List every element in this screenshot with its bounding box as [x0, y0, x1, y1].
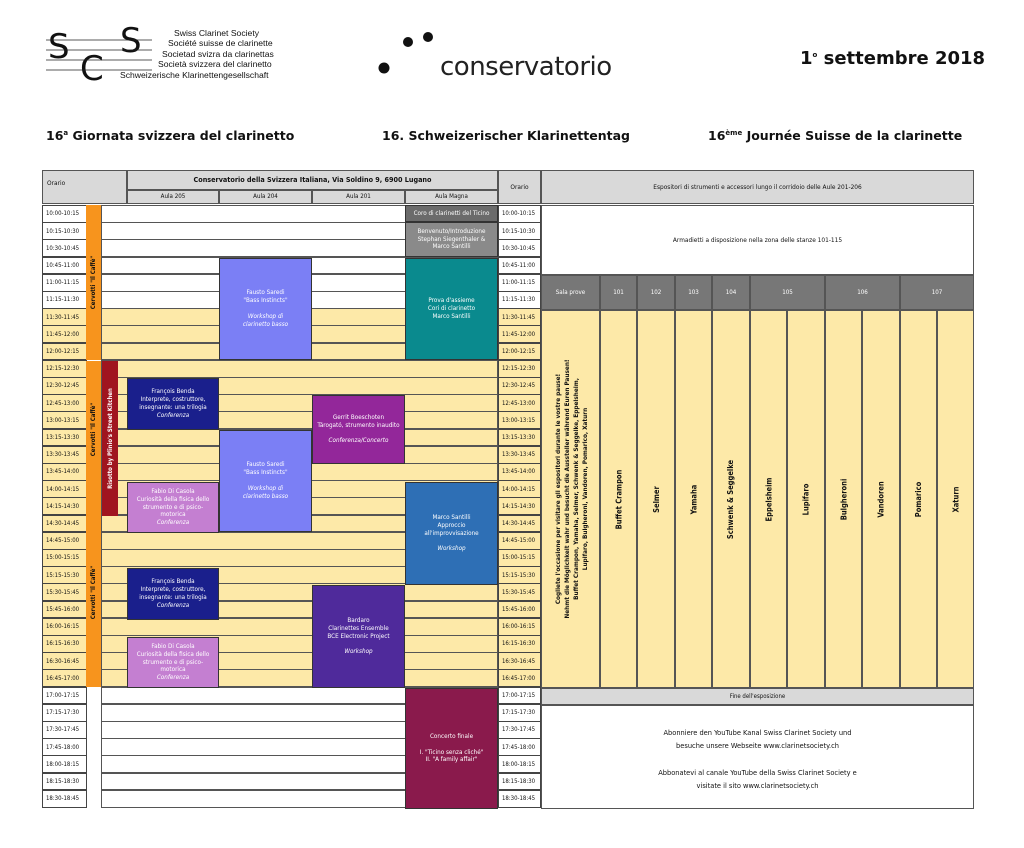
time-slot-left: 17:15-17:30	[42, 704, 87, 722]
room-header-201: Aula 201	[312, 190, 405, 204]
event-saredi-1: Fausto Saredi "Bass Instincts" Workshop di clarinetto basso	[219, 258, 312, 360]
exhibitor-room-105: 105	[750, 275, 825, 310]
time-slot-left: 11:15-11:30	[42, 291, 87, 309]
kitchen-strip: Risotto by Plinio's Street Kitchen	[102, 361, 118, 516]
exhibitor-name: Selmer	[651, 485, 661, 513]
exhibitor-column	[637, 310, 675, 688]
time-slot-right: 18:15-18:30	[498, 773, 541, 791]
time-slot-right: 10:30-10:45	[498, 239, 541, 257]
exhibitor-column	[750, 310, 787, 688]
time-slot-left: 13:00-13:15	[42, 411, 87, 429]
exhibitor-room-sala-prove: Sala prove	[541, 275, 600, 310]
time-slot-right: 13:30-13:45	[498, 446, 541, 464]
event-benvenuto: Benvenuto/Introduzione Stephan Siegenthaler & Marco Santilli	[405, 222, 498, 257]
time-slot-right: 12:00-12:15	[498, 343, 541, 361]
time-slot-right: 16:30-16:45	[498, 652, 541, 670]
exhibitor-room-106: 106	[825, 275, 900, 310]
date-sup: o	[812, 51, 818, 59]
society-name-rm: Societad svizra da clarinettas	[162, 48, 274, 59]
date-day: 1	[800, 48, 813, 69]
event-benda-2: François Benda Interprete, costruttore, insegnante: una trilogia Conferenza	[127, 568, 219, 620]
time-slot-left: 15:00-15:15	[42, 549, 87, 567]
time-slot-left: 11:00-11:15	[42, 274, 87, 292]
orario-header-left: Orario	[42, 170, 127, 204]
time-slot-right: 18:00-18:15	[498, 755, 541, 773]
time-slot-left: 10:45-11:00	[42, 257, 87, 275]
conservatorio-logo-dots	[376, 28, 438, 80]
time-slot-band	[101, 618, 498, 636]
time-slot-right: 16:15-16:30	[498, 635, 541, 653]
time-slot-left: 13:30-13:45	[42, 446, 87, 464]
time-slot-right: 11:00-11:15	[498, 274, 541, 292]
time-slot-right: 10:15-10:30	[498, 222, 541, 240]
exhibitor-name: Xaturn	[950, 486, 960, 512]
time-slot-right: 17:45-18:00	[498, 738, 541, 756]
time-slot-right: 14:45-15:00	[498, 532, 541, 550]
exhibitor-column	[900, 310, 937, 688]
time-slot-right: 16:00-16:15	[498, 618, 541, 636]
event-concerto-finale: Concerto finale I. "Ticino senza cliché" II. "A family affair"	[405, 688, 498, 809]
time-slot-right: 11:30-11:45	[498, 308, 541, 326]
time-slot-band	[101, 360, 498, 378]
time-slot-left: 10:00-10:15	[42, 205, 87, 223]
time-slot-left: 18:15-18:30	[42, 773, 87, 791]
society-name-en: Swiss Clarinet Society	[174, 28, 260, 38]
society-names	[120, 28, 274, 80]
society-name-de: Schweizerische Klarinettengesellschaft	[120, 69, 269, 80]
society-name-fr: Société suisse de clarinette	[168, 38, 273, 49]
time-slot-right: 12:45-13:00	[498, 394, 541, 412]
exhibitor-column	[675, 310, 712, 688]
time-slot-left: 15:30-15:45	[42, 583, 87, 601]
time-slot-right: 17:00-17:15	[498, 687, 541, 705]
time-slot-right: 14:15-14:30	[498, 497, 541, 515]
time-slot-left: 12:00-12:15	[42, 343, 87, 361]
title-french	[708, 128, 962, 143]
cafe-strip-1: Cervotti "Il Caffè"	[86, 205, 101, 360]
time-slot-right: 15:45-16:00	[498, 601, 541, 619]
time-slot-right: 13:00-13:15	[498, 411, 541, 429]
cafe-strip-2: Cervotti "Il Caffè"	[86, 361, 101, 497]
time-slot-left: 17:30-17:45	[42, 721, 87, 739]
exhibitor-room-101: 101	[600, 275, 637, 310]
orario-header-right: Orario	[498, 170, 541, 204]
time-slot-right: 18:30-18:45	[498, 790, 541, 808]
time-slot-right: 15:30-15:45	[498, 583, 541, 601]
exhibitor-column	[862, 310, 900, 688]
event-santilli: Marco Santilli Approccio all'improvvisazione Workshop	[405, 482, 498, 585]
exhibitor-name: Vandoren	[876, 480, 886, 518]
event-boeschoten: Gerrit Boeschoten Tárogató, strumento inaudito Conferenza/Concerto	[312, 395, 405, 464]
room-header-204: Aula 204	[219, 190, 312, 204]
event-coro: Coro di clarinetti del Ticino	[405, 205, 498, 222]
time-slot-right: 15:00-15:15	[498, 549, 541, 567]
youtube-info: Abonniere den YouTube Kanal Swiss Clarinet Society und besuche unsere Webseite www.clarinetsociety.ch Abbonatevi al canale YouTube della Swiss Clarinet Society e visitate il sito www.clarinetsociety.ch	[541, 705, 974, 809]
time-slot-right: 10:00-10:15	[498, 205, 541, 223]
time-slot-right: 10:45-11:00	[498, 257, 541, 275]
time-slot-right: 14:30-14:45	[498, 515, 541, 533]
exhibitor-room-104: 104	[712, 275, 750, 310]
time-slot-left: 12:30-12:45	[42, 377, 87, 395]
event-saredi-2: Fausto Saredi "Bass Instincts" Workshop di clarinetto basso	[219, 430, 312, 532]
title-it-num: 16	[46, 128, 64, 143]
event-bardaro: Bardaro Clarinettes Ensemble BCE Electronic Project Workshop	[312, 585, 405, 688]
time-slot-left: 16:15-16:30	[42, 635, 87, 653]
exhibitor-column	[600, 310, 637, 688]
time-slot-right: 17:30-17:45	[498, 721, 541, 739]
venue-header: Conservatorio della Svizzera Italiana, Via Soldino 9, 6900 Lugano	[127, 170, 498, 190]
exhibitor-name: Buffet Crampon	[614, 469, 624, 529]
exhibitors-header: Espositori di strumenti e accessori lungo il corridoio delle Aule 201-206	[541, 170, 974, 204]
time-slot-left: 12:15-12:30	[42, 360, 87, 378]
exhibitor-name: Yamaha	[688, 484, 698, 514]
svg-text:S: S	[120, 21, 142, 61]
exhibitor-room-107: 107	[900, 275, 974, 310]
event-date	[800, 48, 985, 69]
exhibitor-name: Lupifaro	[801, 483, 811, 515]
exhibitor-name: Bulgheroni	[839, 478, 848, 520]
exhibitor-name: Pomarico	[914, 481, 924, 517]
time-slot-right: 12:30-12:45	[498, 377, 541, 395]
time-slot-left: 18:00-18:15	[42, 755, 87, 773]
time-slot-right: 14:00-14:15	[498, 480, 541, 498]
time-slot-right: 11:15-11:30	[498, 291, 541, 309]
event-prova-assieme: Prova d'assieme Cori di clarinetto Marco Santilli	[405, 258, 498, 360]
time-slot-right: 17:15-17:30	[498, 704, 541, 722]
time-slot-left: 14:00-14:15	[42, 480, 87, 498]
event-benda-1: François Benda Interprete, costruttore, insegnante: una trilogia Conferenza	[127, 378, 219, 430]
exhibitor-name: Schwenk & Seggelke	[726, 459, 736, 539]
time-slot-right: 13:15-13:30	[498, 429, 541, 447]
event-dicasola-2: Fabio Di Casola Curiosità della fisica dello strumento e di psico- motorica Conferenza	[127, 637, 219, 688]
time-slot-right: 13:45-14:00	[498, 463, 541, 481]
time-slot-left: 15:45-16:00	[42, 601, 87, 619]
svg-text:C: C	[80, 49, 104, 89]
title-it-text: Giornata svizzera del clarinetto	[72, 128, 295, 143]
title-fr-num: 16	[708, 128, 726, 143]
lockers-info: Armadietti a disposizione nella zona delle stanze 101-115	[541, 205, 974, 275]
time-slot-left: 14:30-14:45	[42, 515, 87, 533]
exhibitor-room-103: 103	[675, 275, 712, 310]
title-italian	[46, 128, 294, 143]
exhibitor-column	[712, 310, 750, 688]
time-slot-left: 18:30-18:45	[42, 790, 87, 808]
room-header-aula-magna: Aula Magna	[405, 190, 498, 204]
time-slot-right: 15:15-15:30	[498, 566, 541, 584]
time-slot-left: 16:45-17:00	[42, 669, 87, 687]
room-header-205: Aula 205	[127, 190, 219, 204]
time-slot-right: 12:15-12:30	[498, 360, 541, 378]
exhibitor-column	[787, 310, 825, 688]
svg-text:S: S	[48, 27, 70, 67]
cafe-strip-3: Cervotti "Il Caffè"	[86, 497, 101, 687]
time-slot-left: 13:15-13:30	[42, 429, 87, 447]
date-rest: settembre 2018	[823, 48, 986, 69]
title-fr-text: Journée Suisse de la clarinette	[746, 128, 963, 143]
time-slot-left: 14:15-14:30	[42, 497, 87, 515]
time-slot-left: 10:15-10:30	[42, 222, 87, 240]
time-slot-right: 11:45-12:00	[498, 325, 541, 343]
title-it-sup: a	[63, 128, 69, 137]
time-slot-left: 13:45-14:00	[42, 463, 87, 481]
exhibitor-column	[825, 310, 862, 688]
time-slot-left: 16:30-16:45	[42, 652, 87, 670]
exhibitor-column	[937, 310, 974, 688]
time-slot-left: 14:45-15:00	[42, 532, 87, 550]
title-german: 16. Schweizerischer Klarinettentag	[382, 128, 630, 143]
time-slot-left: 10:30-10:45	[42, 239, 87, 257]
exhibitor-name: Eppelsheim	[764, 477, 773, 521]
event-dicasola-1: Fabio Di Casola Curiosità della fisica dello strumento e di psico- motorica Conferenza	[127, 482, 219, 533]
title-fr-sup: ème	[725, 128, 743, 137]
exhibitor-note: Cogliete l'occasione per visitare gli espositori durante le vostre pause! Nehmt die Möglichkeit wahr und besucht die Aussteller während Euren Pausen! Buffet Crampon, Yamaha, Selmer, Schwenk & Seggelke, Eppelsheim, Lupifaro, Bulgheroni, Vandoren, Pomarico, Xaturn	[541, 310, 600, 688]
exhibitor-room-102: 102	[637, 275, 675, 310]
time-slot-left: 16:00-16:15	[42, 618, 87, 636]
time-slot-left: 15:15-15:30	[42, 566, 87, 584]
time-slot-left: 11:30-11:45	[42, 308, 87, 326]
conservatorio-logo-word: conservatorio	[440, 52, 612, 82]
society-name-it: Società svizzera del clarinetto	[158, 59, 272, 70]
end-exhibition-bar: Fine dell'esposizione	[541, 688, 974, 705]
time-slot-left: 11:45-12:00	[42, 325, 87, 343]
time-slot-right: 16:45-17:00	[498, 669, 541, 687]
time-slot-left: 17:00-17:15	[42, 687, 87, 705]
time-slot-left: 12:45-13:00	[42, 394, 87, 412]
time-slot-left: 17:45-18:00	[42, 738, 87, 756]
